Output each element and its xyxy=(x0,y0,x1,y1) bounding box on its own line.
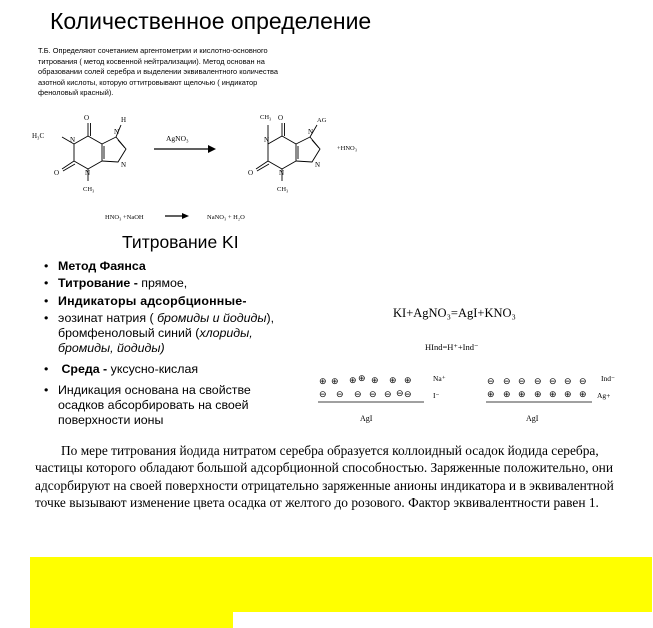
bullet-text: бромфеноловый синий ( xyxy=(58,325,200,340)
counter-ion-bottom: I⁻ xyxy=(433,391,440,400)
highlight-block xyxy=(30,612,233,628)
counter-ion-top: Ind⁻ xyxy=(601,374,615,383)
label-o-top-2: O xyxy=(278,114,284,122)
plus-charge: ⊕ xyxy=(404,375,412,385)
plus-charge: ⊕ xyxy=(534,389,542,399)
minus-charge: ⊖ xyxy=(319,389,327,399)
arrowhead-icon xyxy=(182,213,189,219)
list-item xyxy=(44,276,324,291)
arrowhead-icon xyxy=(208,145,216,153)
label-n9: N xyxy=(121,161,127,169)
bullet-list xyxy=(44,259,324,428)
plus-charge: ⊕ xyxy=(349,375,357,385)
bullet-bold: Среда - xyxy=(61,361,111,376)
plus-charge: ⊕ xyxy=(487,389,495,399)
bullet-bold: Индикаторы адсорбционные- xyxy=(58,293,247,308)
bullet-bold: Метод Фаянса xyxy=(58,259,146,273)
intro-line: феноловый красный). xyxy=(38,88,114,98)
minus-charge: ⊖ xyxy=(487,376,495,386)
plus-charge: ⊕ xyxy=(518,389,526,399)
minus-charge: ⊖ xyxy=(384,389,392,399)
core-label: AgI xyxy=(360,414,373,423)
section-title: Титрование KI xyxy=(122,232,239,252)
reaction-scheme xyxy=(30,103,390,231)
intro-line: азотной кислоты, которую оттитровывают щелочью ( индикатор xyxy=(38,77,258,87)
label-ch3: CH₃ xyxy=(83,186,95,193)
label-o-top: O xyxy=(84,114,90,122)
list-item xyxy=(44,294,324,309)
body-paragraph xyxy=(35,442,635,511)
plus-charge: ⊕ xyxy=(331,376,339,386)
titration-equation: KI+AgNO₃=AgI+KNO₃ xyxy=(393,306,516,320)
minus-charge: ⊖ xyxy=(354,389,362,399)
plus-charge: ⊕ xyxy=(549,389,557,399)
minus-charge: ⊖ xyxy=(549,376,557,386)
plus-charge: ⊕ xyxy=(503,389,511,399)
minus-charge: ⊖ xyxy=(518,376,526,386)
label-ch3-2: CH₃ xyxy=(277,186,289,193)
bullet-text: осадков абсорбировать на своей xyxy=(58,397,249,412)
plus-charge: ⊕ xyxy=(319,376,327,386)
counter-ion-bottom: Ag+ xyxy=(597,391,611,400)
counter-ion-top: Na⁺ xyxy=(433,374,446,383)
byproduct-label: +HNO₃ xyxy=(337,145,358,152)
label-o-left-2: O xyxy=(248,169,254,177)
label-n3: N xyxy=(85,169,91,177)
label-n7-2: N xyxy=(308,128,314,136)
adsorption-diagram xyxy=(316,368,646,432)
intro-text xyxy=(38,46,358,99)
minus-charge: ⊖ xyxy=(534,376,542,386)
label-ag: AG xyxy=(317,117,327,124)
left-micelle xyxy=(318,373,446,423)
paragraph-text: По мере титрования йодида нитратом серебра образуется коллоидный осадок йодида серебра, частицы которого обладают большой адсорбционной способностью. Заряженные положительно, они адсорбируют на своей поверхности отрицательно заряженные анионы индикатора и в эквивалентной точке вызывают изменение цвета осадка от желтого до розового. Фактор эквивалентности равен 1. xyxy=(35,443,614,510)
minus-charge: ⊖ xyxy=(503,376,511,386)
minus-charge: ⊖ xyxy=(336,389,344,399)
label-n7: N xyxy=(114,128,120,136)
neutralization-left: HNO₃ +NaOH xyxy=(105,214,144,221)
bullet-text: уксусно-кислая xyxy=(110,361,199,376)
label-n3-2: N xyxy=(279,169,285,177)
intro-line: образовании солей серебра и выделении эквивалентного количества xyxy=(38,67,278,77)
plus-charge: ⊕ xyxy=(579,389,587,399)
minus-charge: ⊖ xyxy=(396,388,404,398)
neutralization-right: NaNO₃ + H₂O xyxy=(207,214,245,221)
bullet-text: эозинат натрия ( xyxy=(58,310,158,325)
bullet-text: ), xyxy=(266,310,275,325)
core-label: AgI xyxy=(526,414,539,423)
list-item xyxy=(44,259,324,274)
plus-charge: ⊕ xyxy=(389,375,397,385)
label-h3c: H₃C xyxy=(32,132,45,140)
intro-line: Т.Б. Определяют сочетанием аргентометрии и кислотно-основного xyxy=(38,46,268,55)
label-ch3-top: CH₃ xyxy=(260,114,272,121)
plus-charge: ⊕ xyxy=(371,375,379,385)
indicator-equation: HInd=H⁺+Ind⁻ xyxy=(425,342,479,352)
bullet-text: прямое, xyxy=(141,276,188,291)
bullet-text: поверхности ионы xyxy=(58,412,164,427)
minus-charge: ⊖ xyxy=(369,389,377,399)
plus-charge: ⊕ xyxy=(358,373,366,383)
minus-charge: ⊖ xyxy=(579,376,587,386)
list-item xyxy=(44,383,324,428)
reagent-label: AgNO₃ xyxy=(166,134,189,143)
page-title: Количественное определение xyxy=(50,8,372,34)
list-item xyxy=(44,311,324,356)
bullet-italic: хлориды, xyxy=(199,325,253,340)
bullet-italic: бромиды, йодиды) xyxy=(58,340,165,355)
minus-charge: ⊖ xyxy=(564,376,572,386)
label-n1: N xyxy=(70,136,76,144)
label-n1-2: N xyxy=(264,136,270,144)
bullet-bold: Титрование - xyxy=(58,276,142,291)
right-micelle xyxy=(486,374,615,423)
label-n9-2: N xyxy=(315,161,321,169)
label-o-left: O xyxy=(54,169,60,177)
minus-charge: ⊖ xyxy=(404,389,412,399)
highlight-block xyxy=(30,557,652,612)
plus-charge: ⊕ xyxy=(564,389,572,399)
bullet-text: Индикация основана на свойстве xyxy=(58,382,251,397)
label-h: H xyxy=(121,116,127,124)
list-item xyxy=(44,362,324,377)
intro-line: титрования ( метод косвенной нейтрализации). Метод основан на xyxy=(38,56,265,66)
bullet-italic: бромиды и йодиды xyxy=(157,310,267,325)
